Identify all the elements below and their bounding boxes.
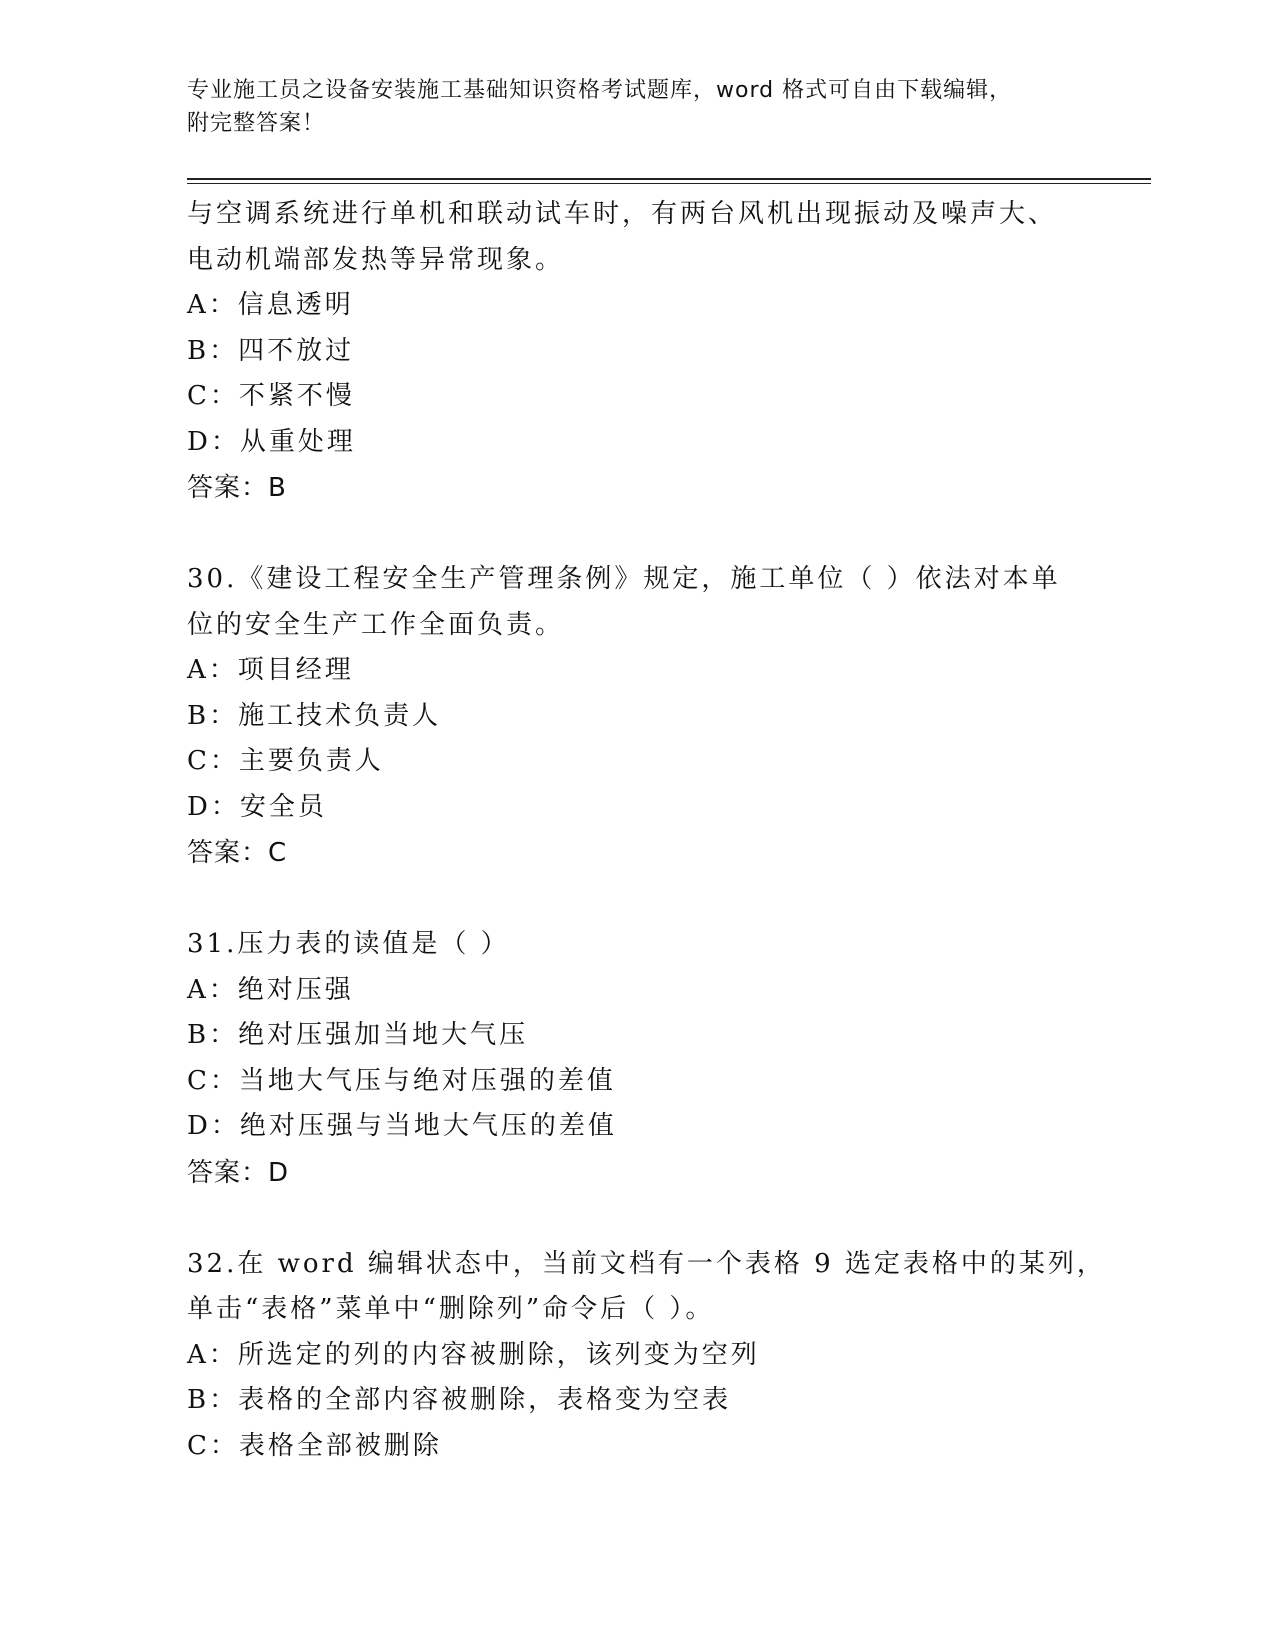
- question-stem-line: 单击“表格”菜单中“删除列”命令后（ ）。: [187, 1294, 715, 1324]
- spacer: [187, 1196, 1067, 1242]
- spacer: [187, 876, 1067, 922]
- question-stem-line: 30.《建设工程安全生产管理条例》规定，施工单位（ ）依法对本单: [187, 564, 1061, 594]
- option-c: C：当地大气压与绝对压强的差值: [187, 1065, 616, 1096]
- question-stem-line: 31.压力表的读值是（ ）: [187, 929, 510, 959]
- option-d: D：从重处理: [187, 426, 356, 457]
- header-divider-thick: [187, 178, 1151, 180]
- header-title-line-1: 专业施工员之设备安装施工基础知识资格考试题库，word 格式可自由下载编辑，: [187, 78, 1013, 103]
- question-32: [187, 1242, 1106, 1470]
- document-header: [187, 74, 1067, 140]
- option-a: A：所选定的列的内容被删除，该列变为空列: [187, 1339, 760, 1370]
- question-stem-line: 位的安全生产工作全面负责。: [187, 609, 565, 640]
- header-title-line-2: 附完整答案！: [187, 111, 326, 136]
- answer-line: 答案：C: [187, 838, 288, 868]
- option-b: B：绝对压强加当地大气压: [187, 1020, 529, 1050]
- option-c: C：不紧不慢: [187, 381, 355, 411]
- question-30: [187, 557, 1067, 876]
- option-c: C：主要负责人: [187, 746, 384, 776]
- question-stem-line: 电动机端部发热等异常现象。: [187, 244, 565, 275]
- answer-line: 答案：D: [187, 1157, 290, 1188]
- question-stem-line: 32.在 word 编辑状态中，当前文档有一个表格 9 选定表格中的某列，: [187, 1248, 1106, 1279]
- spacer: [187, 511, 1067, 557]
- question-29: [187, 192, 1067, 511]
- option-d: D：安全员: [187, 791, 327, 822]
- option-b: B：施工技术负责人: [187, 700, 442, 731]
- answer-line: 答案：B: [187, 473, 287, 503]
- question-31: [187, 922, 1067, 1196]
- question-stem-line: 与空调系统进行单机和联动试车时，有两台风机出现振动及噪声大、: [187, 199, 1058, 229]
- option-b: B：四不放过: [187, 335, 355, 366]
- header-divider-thin: [187, 183, 1151, 184]
- question-list: [187, 192, 1106, 1469]
- option-a: A：项目经理: [187, 655, 354, 685]
- option-b: B：表格的全部内容被删除，表格变为空表: [187, 1385, 732, 1415]
- option-d: D：绝对压强与当地大气压的差值: [187, 1111, 617, 1141]
- option-a: A：信息透明: [187, 290, 354, 320]
- option-a: A：绝对压强: [187, 974, 354, 1005]
- option-c: C：表格全部被删除: [187, 1430, 442, 1461]
